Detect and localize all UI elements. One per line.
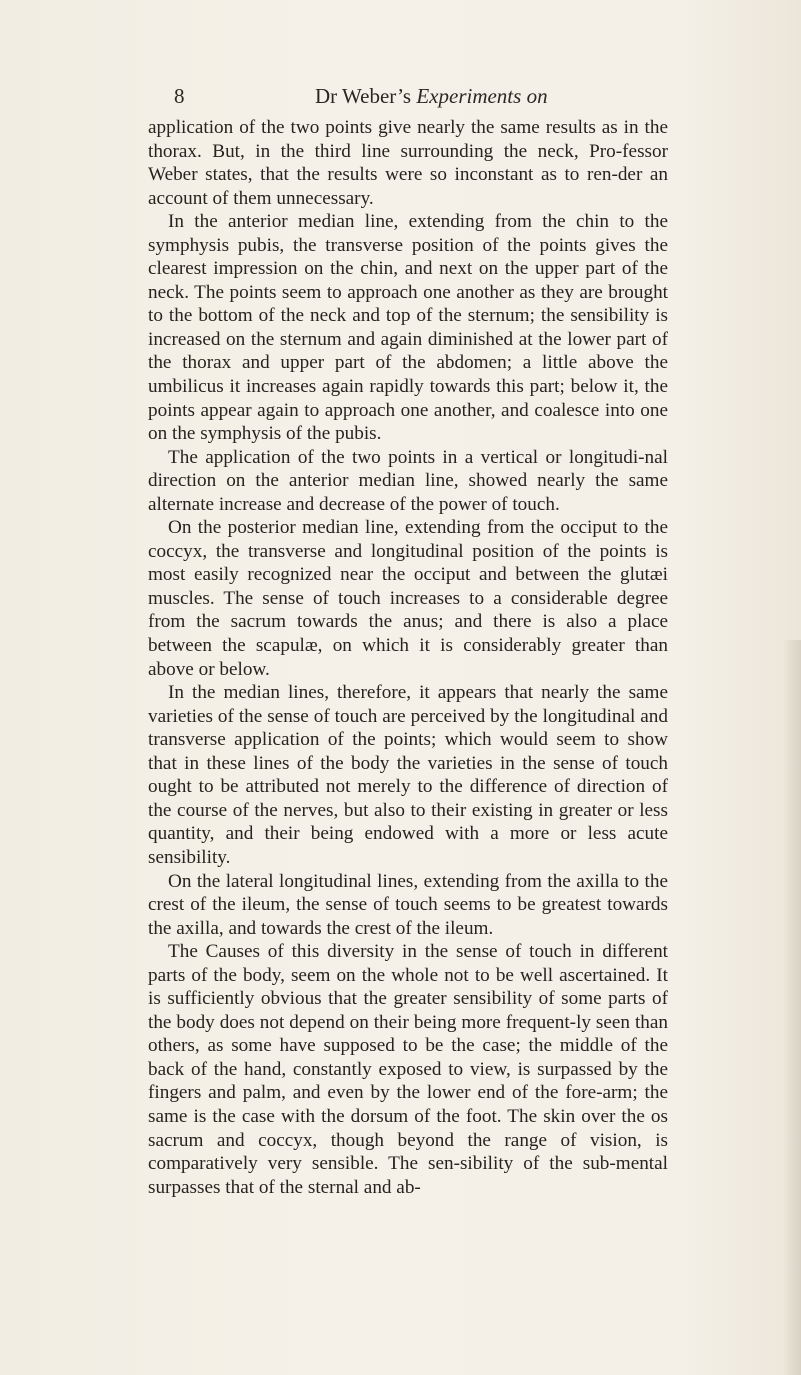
page-edge-shadow xyxy=(783,640,801,1375)
running-title xyxy=(315,84,548,109)
paragraph-longitudinal-application: The application of the two points in a vertical or longitudi-nal direction on the anterior median line, showed nearly the same alternate increase and decrease of the power of touch. xyxy=(148,446,668,515)
paragraph-continuation: application of the two points give nearly the same results as in the thorax. But, in the third line surrounding the neck, Pro-fessor Weber states, that the results were so inconstant as to ren-der an account of them unnecessary. xyxy=(148,117,668,209)
paragraph-lateral-lines: On the lateral longitudinal lines, extending from the axilla to the crest of the ileum, the sense of touch seems to be greatest towards the axilla, and towards the crest of the ileum. xyxy=(148,870,668,939)
body-text xyxy=(148,116,668,1199)
running-title-prefix: Dr Weber’s xyxy=(315,84,417,108)
paragraph-posterior-median-line: On the posterior median line, extending from the occiput to the coccyx, the transverse and longitudinal position of the points is most easily recognized near the occiput and between the glutæi muscles. The sense of touch increases to a considerable degree from the sacrum towards the anus; and there is also a place between the scapulæ, on which it is considerably greater than above or below. xyxy=(148,517,668,680)
paragraph-median-lines-summary: In the median lines, therefore, it appears that nearly the same varieties of the sense of touch are perceived by the longitudinal and transverse application of the points; which would seem to show that in these lines of the body the varieties in the sense of touch ought to be attributed not merely to the difference of direction of the course of the nerves, but also to their existing in greater or less quantity, and their being endowed with a more or less acute sensibility. xyxy=(148,682,668,868)
page-number: 8 xyxy=(174,84,185,108)
paragraph-anterior-median-line: In the anterior median line, extending from the chin to the symphysis pubis, the transverse position of the points gives the clearest impression on the chin, and next on the upper part of the neck. The points seem to approach one another as they are brought to the bottom of the neck and top of the sternum; the sensibility is increased on the sternum and again diminished at the lower part of the thorax and upper part of the abdomen; a little above the umbilicus it increases again rapidly towards this part; below it, the points appear again to approach one another, and coalesce into one on the symphysis of the pubis. xyxy=(148,211,668,445)
running-title-italic: Experiments on xyxy=(416,84,548,108)
paragraph-causes: The Causes of this diversity in the sense of touch in different parts of the body, seem on the whole not to be well ascertained. It is sufficiently obvious that the greater sensibility of some parts of the body does not depend on their being more frequent-ly seen than others, as some have supposed to be the case; the middle of the back of the hand, constantly exposed to view, is surpassed by the fingers and palm, and even by the lower end of the fore-arm; the same is the case with the dorsum of the foot. The skin over the os sacrum and coccyx, though beyond the range of vision, is comparatively very sensible. The sen-sibility of the sub-mental surpasses that of the sternal and ab- xyxy=(148,941,668,1198)
running-head xyxy=(160,84,660,114)
